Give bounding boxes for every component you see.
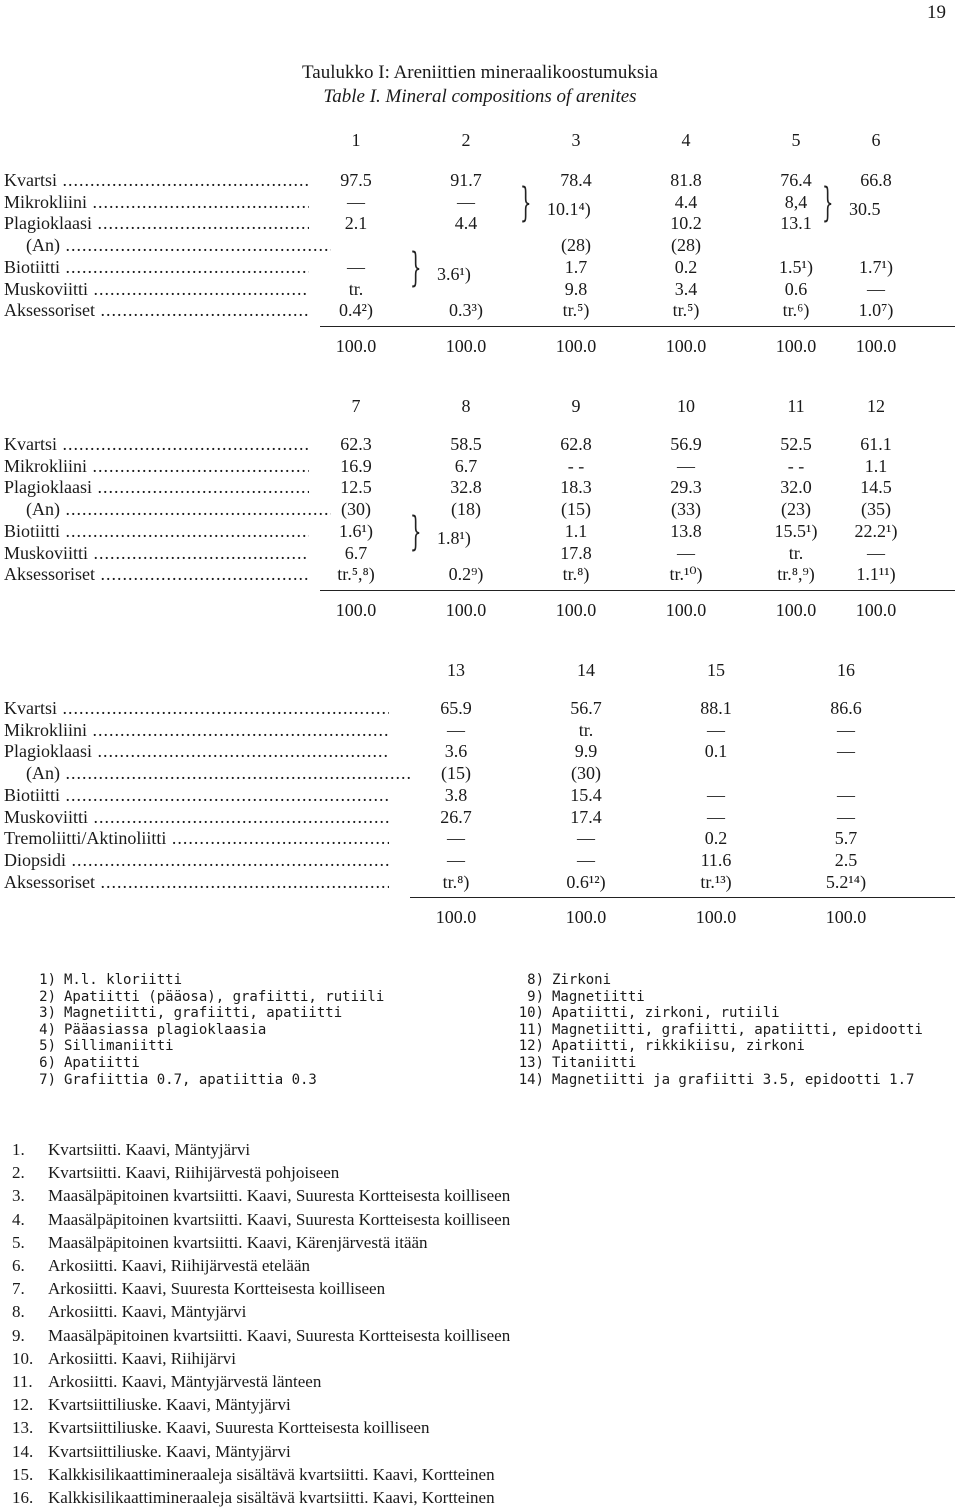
totals-row <box>0 600 960 622</box>
source-number: 16. <box>12 1488 34 1508</box>
table-cell: (18) <box>451 499 481 520</box>
table-cell: — <box>347 256 365 277</box>
table-row <box>0 741 960 763</box>
table-cell: tr.⁵) <box>562 300 590 321</box>
table-row <box>0 456 960 478</box>
table-cell: 0.2⁹) <box>448 564 484 585</box>
table-row <box>0 763 960 785</box>
source-text: Arkosiitti. Kaavi, Riihijärvestä etelään <box>48 1256 311 1276</box>
table-cell: 0.6 <box>784 278 808 299</box>
mineral-label: (An) ..... <box>4 235 331 256</box>
source-number: 14. <box>12 1441 34 1461</box>
mineral-label: Plagioklaasi ..... <box>4 213 309 234</box>
footnote-text: Pääasiassa plagioklaasia <box>64 1021 267 1038</box>
footnote-mark: 3) <box>39 1005 56 1022</box>
source-item <box>12 1486 510 1509</box>
mineral-label: Muskoviitti ..... <box>4 279 309 300</box>
column-header: 13 <box>447 660 465 680</box>
mineral-label: Mikrokliini ..... <box>4 456 309 477</box>
source-number: 6. <box>12 1256 25 1276</box>
footnote-mark: 9) <box>527 988 544 1005</box>
source-number: 10. <box>12 1348 34 1368</box>
table-row <box>0 807 960 829</box>
source-text: Maasälpäpitoinen kvartsiitti. Kaavi, Suuresta Kortteisesta koilliseen <box>48 1325 511 1345</box>
source-item <box>12 1208 510 1231</box>
table-cell: tr.⁸) <box>562 564 590 585</box>
footnote <box>22 972 384 989</box>
source-number: 15. <box>12 1464 34 1484</box>
table-cell: 97.5 <box>340 170 372 190</box>
total-value: 100.0 <box>825 907 867 928</box>
total-rule <box>320 590 955 591</box>
table-cell: 29.3 <box>670 477 702 498</box>
column-header: 7 <box>351 396 361 416</box>
mineral-label: Tremoliitti/Aktinoliitti ..... <box>4 828 389 849</box>
merged-cell-value: 3.6¹) <box>437 263 471 284</box>
footnote <box>510 972 923 989</box>
total-value: 100.0 <box>335 599 377 620</box>
table-cell: - - <box>787 455 805 476</box>
table-cell: 13.8 <box>670 520 702 541</box>
total-value: 100.0 <box>855 335 897 356</box>
footnote-text: Apatiitti (pääosa), grafiitti, rutiili <box>64 988 385 1005</box>
brace-icon: } <box>821 179 834 226</box>
table-cell: — <box>677 455 695 476</box>
table-cell: 18.3 <box>560 477 592 498</box>
page-number: 19 <box>927 2 946 23</box>
table-cell: 32.0 <box>780 477 812 498</box>
source-item <box>12 1161 510 1184</box>
source-number: 5. <box>12 1232 25 1252</box>
merged-cell-value: 1.8¹) <box>437 527 471 548</box>
column-header: 15 <box>707 660 725 680</box>
table-cell: 56.9 <box>670 434 702 454</box>
table-cell: — <box>577 849 595 870</box>
merged-cell-value: 30.5 <box>849 198 881 219</box>
mineral-label: Aksessoriset ..... <box>4 872 389 893</box>
source-text: Maasälpäpitoinen kvartsiitti. Kaavi, Suuresta Kortteisesta koilliseen <box>48 1186 511 1206</box>
source-text: Maasälpäpitoinen kvartsiitti. Kaavi, Suuresta Kortteisesta koilliseen <box>48 1209 511 1229</box>
footnote-mark: 8) <box>527 972 544 988</box>
table-cell: 0.4²) <box>339 300 373 321</box>
table-cell: (30) <box>341 499 371 520</box>
table-cell: 0.6¹²) <box>566 871 606 892</box>
source-number: 9. <box>12 1325 25 1345</box>
table-cell: (28) <box>561 235 591 256</box>
source-item <box>12 1254 510 1277</box>
table-cell: 32.8 <box>450 477 482 498</box>
column-header: 16 <box>837 660 855 680</box>
totals-row <box>0 907 960 929</box>
footnote-mark: 14) <box>518 1071 544 1088</box>
total-rule <box>410 897 955 898</box>
source-text: Kvartsiittiliuske. Kaavi, Mäntyjärvi <box>48 1441 291 1461</box>
source-number: 3. <box>12 1186 25 1206</box>
source-text: Kalkkisilikaattimineraaleja sisältävä kvartsiitti. Kaavi, Kortteinen <box>48 1488 495 1508</box>
total-value: 100.0 <box>335 335 377 356</box>
mineral-label: Muskoviitti ..... <box>4 807 389 828</box>
table-cell: 1.7 <box>564 256 588 277</box>
table-cell: tr. <box>578 719 594 740</box>
mineral-label: Kvartsi ..... <box>4 698 389 719</box>
brace-icon: } <box>409 508 422 555</box>
source-text: Arkosiitti. Kaavi, Mäntyjärvestä länteen <box>48 1372 322 1392</box>
column-header: 11 <box>787 396 805 416</box>
mineral-label: (An) ..... <box>4 763 411 784</box>
table-title-finnish: Taulukko I: Areniittien mineraalikoostumuksia <box>302 62 658 83</box>
column-header: 8 <box>461 396 471 416</box>
source-item <box>12 1324 510 1347</box>
column-header: 5 <box>791 130 801 150</box>
merged-cell <box>0 264 960 286</box>
table-cell: 78.4 <box>560 170 592 190</box>
total-value: 100.0 <box>565 907 607 928</box>
source-item <box>12 1231 510 1254</box>
table-cell: — <box>677 542 695 563</box>
source-number: 2. <box>12 1163 25 1183</box>
table-cell: — <box>837 741 855 762</box>
footnote-text: Magnetiitti, grafiitti, apatiitti <box>64 1005 343 1022</box>
table-cell: tr.⁶) <box>782 300 810 321</box>
footnote <box>510 1022 923 1039</box>
table-cell: 52.5 <box>780 434 812 454</box>
footnote-text: Sillimaniitti <box>64 1038 174 1055</box>
footnotes-right <box>510 972 923 1088</box>
table-cell: 9.8 <box>564 278 588 299</box>
table-cell: 3.6 <box>444 741 468 762</box>
table-cell: 14.5 <box>860 477 892 498</box>
mineral-label: Mikrokliini ..... <box>4 720 389 741</box>
table-cell: tr.¹³) <box>700 871 732 892</box>
table-cell: 2.5 <box>834 849 858 870</box>
mineral-label: Aksessoriset ..... <box>4 564 309 585</box>
footnote-text: Magnetiitti <box>552 988 645 1005</box>
footnote-text: Zirkoni <box>552 972 612 988</box>
footnote-mark: 11) <box>518 1021 544 1038</box>
column-header: 1 <box>351 130 361 150</box>
source-item <box>12 1184 510 1207</box>
table-header-row <box>0 396 960 418</box>
source-item <box>12 1347 510 1370</box>
table-cell: (35) <box>861 499 891 520</box>
source-item <box>12 1138 510 1161</box>
table-row <box>0 828 960 850</box>
table-cell: 0.2 <box>704 828 728 849</box>
total-value: 100.0 <box>665 335 707 356</box>
table-cell: 15.4 <box>570 784 602 805</box>
source-number: 4. <box>12 1209 25 1229</box>
footnote <box>510 989 923 1006</box>
footnote-mark: 12) <box>518 1038 544 1055</box>
table-cell: — <box>707 719 725 740</box>
table-cell: — <box>837 806 855 827</box>
source-item <box>12 1463 510 1486</box>
table-header-row <box>0 660 960 682</box>
source-item <box>12 1440 510 1463</box>
footnote-mark: 7) <box>39 1071 56 1088</box>
table-cell: 1.7¹) <box>859 256 893 277</box>
table-row <box>0 235 960 257</box>
table-cell: (33) <box>671 499 701 520</box>
footnote-mark: 1) <box>39 972 56 988</box>
table-cell: — <box>447 719 465 740</box>
table-cell: 13.1 <box>780 213 812 234</box>
source-number: 8. <box>12 1302 25 1322</box>
footnote <box>22 1005 384 1022</box>
footnote-text: M.l. kloriitti <box>64 972 183 988</box>
table-cell: 5.7 <box>834 828 858 849</box>
total-value: 100.0 <box>555 599 597 620</box>
table-cell: tr.⁵,⁸) <box>337 564 375 585</box>
footnote <box>22 1055 384 1072</box>
table-row <box>0 698 960 720</box>
table-cell: 11.6 <box>700 849 732 870</box>
mineral-label: Diopsidi ..... <box>4 850 389 871</box>
mineral-label: Kvartsi ..... <box>4 434 309 455</box>
mineral-label: Biotiitti ..... <box>4 785 389 806</box>
table-cell: 3.8 <box>444 784 468 805</box>
table-cell: 88.1 <box>700 698 732 718</box>
source-text: Kvartsiitti. Kaavi, Riihijärvestä pohjoiseen <box>48 1163 340 1183</box>
total-value: 100.0 <box>775 335 817 356</box>
source-text: Arkosiitti. Kaavi, Suuresta Kortteisesta koilliseen <box>48 1279 386 1299</box>
table-row <box>0 477 960 499</box>
table-cell: 1.1 <box>864 455 888 476</box>
table-row <box>0 564 960 586</box>
footnote <box>22 1038 384 1055</box>
footnote-text: Magnetiitti ja grafiitti 3.5, epidootti 1.7 <box>552 1071 915 1088</box>
table-cell: 62.3 <box>340 434 372 454</box>
table-row <box>0 785 960 807</box>
table-cell: 61.1 <box>860 434 892 454</box>
source-item <box>12 1277 510 1300</box>
source-text: Kvartsiittiliuske. Kaavi, Mäntyjärvi <box>48 1395 291 1415</box>
source-number: 11. <box>12 1372 33 1392</box>
mineral-label: Plagioklaasi ..... <box>4 741 389 762</box>
footnote-mark: 4) <box>39 1021 56 1038</box>
table-row <box>0 300 960 322</box>
table-cell: 26.7 <box>440 806 472 827</box>
source-text: Kvartsiitti. Kaavi, Mäntyjärvi <box>48 1140 251 1159</box>
table-cell: 5.2¹⁴) <box>825 871 867 892</box>
table-cell: tr. <box>788 542 804 563</box>
total-value: 100.0 <box>855 599 897 620</box>
table-row <box>0 170 960 192</box>
footnote <box>510 1038 923 1055</box>
table-cell: (15) <box>561 499 591 520</box>
table-cell: 0.2 <box>674 256 698 277</box>
column-header: 6 <box>871 130 881 150</box>
table-row <box>0 872 960 894</box>
source-number: 1. <box>12 1140 25 1159</box>
table-row <box>0 499 960 521</box>
footnote-text: Apatiitti, rikkikiisu, zirkoni <box>552 1038 805 1055</box>
merged-cell-value: 10.1⁴) <box>547 198 591 219</box>
table-cell: — <box>867 278 885 299</box>
table-cell: 58.5 <box>450 434 482 454</box>
footnote <box>22 1022 384 1039</box>
table-cell: (28) <box>671 235 701 256</box>
table-cell: 1.1¹¹) <box>856 564 896 585</box>
source-item <box>12 1300 510 1323</box>
table-cell: — <box>347 191 365 212</box>
column-header: 9 <box>571 396 581 416</box>
total-value: 100.0 <box>665 599 707 620</box>
table-header-row <box>0 130 960 152</box>
table-cell: 56.7 <box>570 698 602 718</box>
table-cell: 62.8 <box>560 434 592 454</box>
table-cell: 15.5¹) <box>774 520 818 541</box>
table-cell: 4.4 <box>674 191 698 212</box>
table-cell: 17.8 <box>560 542 592 563</box>
table-cell: 1.0⁷) <box>858 300 894 321</box>
total-rule <box>320 326 955 327</box>
table-cell: 6.7 <box>344 542 368 563</box>
mineral-label: Mikrokliini ..... <box>4 192 309 213</box>
source-item <box>12 1393 510 1416</box>
table-cell: 1.1 <box>564 520 588 541</box>
table-cell: 1.6¹) <box>339 520 373 541</box>
mineral-label: Kvartsi ..... <box>4 170 309 191</box>
column-header: 3 <box>571 130 581 150</box>
table-cell: 12.5 <box>340 477 372 498</box>
footnotes-left <box>22 972 384 1088</box>
table-row <box>0 850 960 872</box>
mineral-label: Plagioklaasi ..... <box>4 477 309 498</box>
brace-icon: } <box>519 179 532 226</box>
mineral-label: Biotiitti ..... <box>4 521 309 542</box>
table-cell: — <box>837 719 855 740</box>
total-value: 100.0 <box>445 335 487 356</box>
table-title-english: Table I. Mineral compositions of arenites <box>323 86 637 107</box>
brace-icon: } <box>409 244 422 291</box>
source-text: Maasälpäpitoinen kvartsiitti. Kaavi, Kärenjärvestä itään <box>48 1232 428 1252</box>
table-cell: 91.7 <box>450 170 482 190</box>
table-cell: — <box>447 828 465 849</box>
table-cell: — <box>707 806 725 827</box>
table-cell: — <box>457 191 475 212</box>
table-cell: tr.⁸) <box>442 871 470 892</box>
source-number: 13. <box>12 1418 34 1438</box>
source-text: Arkosiitti. Kaavi, Riihijärvi <box>48 1348 236 1368</box>
footnote <box>510 1005 923 1022</box>
footnote-text: Grafiittia 0.7, apatiittia 0.3 <box>64 1071 317 1088</box>
footnote-text: Titaniitti <box>552 1054 637 1071</box>
table-cell: — <box>447 849 465 870</box>
table-row <box>0 720 960 742</box>
footnote-text: Magnetiitti, grafiitti, apatiitti, epidootti <box>552 1021 923 1038</box>
mineral-label: Aksessoriset ..... <box>4 300 309 321</box>
footnote <box>22 1072 384 1089</box>
mineral-label: (An) ..... <box>4 499 331 520</box>
mineral-label: Biotiitti ..... <box>4 257 309 278</box>
source-text: Kalkkisilikaattimineraaleja sisältävä kvartsiitti. Kaavi, Kortteinen <box>48 1464 495 1484</box>
merged-cell <box>0 199 960 221</box>
table-cell: 86.6 <box>830 698 862 718</box>
footnote-mark: 5) <box>39 1038 56 1055</box>
table-cell: tr.⁵) <box>672 300 700 321</box>
column-header: 2 <box>461 130 471 150</box>
footnote <box>22 989 384 1006</box>
table-cell: 9.9 <box>574 741 598 762</box>
table-cell: 0.3³) <box>449 300 483 321</box>
footnote-mark: 13) <box>518 1054 544 1071</box>
merged-cell <box>0 528 960 550</box>
table-cell: 8,4 <box>784 191 808 212</box>
column-header: 14 <box>577 660 595 680</box>
total-value: 100.0 <box>695 907 737 928</box>
footnote <box>510 1055 923 1072</box>
footnote-text: Apatiitti <box>64 1054 140 1071</box>
table-cell: (30) <box>571 763 601 784</box>
table-cell: 4.4 <box>454 213 478 234</box>
table-cell: 66.8 <box>860 170 892 190</box>
column-header: 4 <box>681 130 691 150</box>
sample-sources-list <box>12 1138 510 1509</box>
footnote-mark: 10) <box>518 1005 544 1022</box>
table-cell: 2.1 <box>344 213 368 234</box>
mineral-label: Muskoviitti ..... <box>4 543 309 564</box>
table-cell: 10.2 <box>670 213 702 234</box>
total-value: 100.0 <box>775 599 817 620</box>
footnote <box>510 1072 923 1089</box>
footnote-mark: 2) <box>39 988 56 1005</box>
totals-row <box>0 336 960 358</box>
table-cell: 0.1 <box>704 741 728 762</box>
table-row <box>0 434 960 456</box>
table-cell: 16.9 <box>340 455 372 476</box>
table-cell: 17.4 <box>570 806 602 827</box>
table-cell: — <box>577 828 595 849</box>
table-cell: 65.9 <box>440 698 472 718</box>
table-cell: 3.4 <box>674 278 698 299</box>
total-value: 100.0 <box>445 599 487 620</box>
table-cell: — <box>867 542 885 563</box>
table-cell: 81.8 <box>670 170 702 190</box>
table-cell: (23) <box>781 499 811 520</box>
footnote-text: Apatiitti, zirkoni, rutiili <box>552 1005 780 1022</box>
table-cell: 1.5¹) <box>779 256 813 277</box>
table-cell: 76.4 <box>780 170 812 190</box>
column-header: 12 <box>867 396 885 416</box>
table-cell: — <box>707 784 725 805</box>
source-text: Kvartsiittiliuske. Kaavi, Suuresta Kortteisesta koilliseen <box>48 1418 430 1438</box>
table-cell: tr.⁸,⁹) <box>777 564 815 585</box>
source-number: 12. <box>12 1395 34 1415</box>
table-cell: - - <box>567 455 585 476</box>
total-value: 100.0 <box>435 907 477 928</box>
table-cell: tr. <box>348 278 364 299</box>
table-cell: tr.¹⁰) <box>669 564 703 585</box>
table-cell: — <box>837 784 855 805</box>
footnote-mark: 6) <box>39 1054 56 1071</box>
source-number: 7. <box>12 1279 25 1299</box>
table-cell: 22.2¹) <box>854 520 898 541</box>
source-item <box>12 1416 510 1439</box>
total-value: 100.0 <box>555 335 597 356</box>
table-cell: 6.7 <box>454 455 478 476</box>
column-header: 10 <box>677 396 695 416</box>
source-text: Arkosiitti. Kaavi, Mäntyjärvi <box>48 1302 247 1322</box>
source-item <box>12 1370 510 1393</box>
table-cell: (15) <box>441 763 471 784</box>
